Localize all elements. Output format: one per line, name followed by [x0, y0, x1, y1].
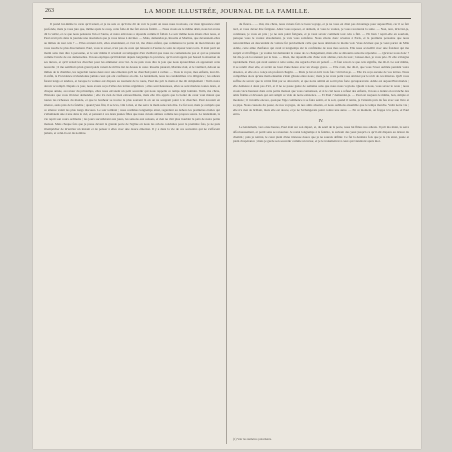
article-text-left: Il prend lui-même la carte qu'il tenait, et je ne sais ce qu'il me dit de voir le point où nous nous trouvons, car mon ignorance était profonde, mais je vous jure que, même après le coup, cette folie-là me fait encore frémir. — Nous avons eu le même désir, nous lui avons dit la vérité, et ce que nous pensions l'un et l'autre, et notre ami nous a répondu comme il fallait. Le soir même nous étions chez nous, et Paul avait pris dans la journée une résolution que je vous laisse à deviner. — Mais, demandai-je, Rosalie et Martine, que devenaient-elles au milieu de tout cela ? — Elles avaient écrit, elles attendaient, et c'est ici, ma chère enfant, que commence la partie de mon histoire qui vous touche le plus directement. Paul, vous le savez, n'est pas de ceux qui laissent à d'autres le soin de réparer leurs torts. Il était parti un matin sans rien dire à personne, et le soir même il revenait accompagné d'un vieillard que nous ne connaissions pas et qui se présenta comme l'oncle de ces demoiselles. Il nous expliqua qu'il habitait depuis longtemps la province, qu'il avait appris par hasard la situation de ses nièces, et qu'il venait les chercher pour les emmener avec lui. Je ne puis vous dire la joie que nous éprouvâmes en apprenant cette nouvelle ; il me semblait qu'un grand poids venait de m'être ôté de dessus le cœur. Rosalie pleurait, Martine riait, et le vieillard, debout au milieu de la chambre, les regardait toutes deux avec une émotion qu'il ne cherchait point à cacher. — Vous le voyez, mes enfants, leur dit-il enfin, la Providence n'abandonne jamais ceux qui ont confiance en elle. Le lendemain, nous les conduisîmes à la diligence ; les adieux furent longs et tendres, et lorsque la voiture eut disparu au tournant de la route, Paul me prit la main et me dit simplement : Voilà notre devoir accompli. Depuis ce jour, nous avons reçu d'elles des lettres régulières ; elles sont heureuses, elles se sont mariées toutes deux, et chaque année, au retour du printemps, elles nous envoient un petit souvenir qui nous rappelle ce temps déjà lointain. Voilà, ma chère, l'histoire que vous m'aviez demandée ; elle n'a rien de bien extraordinaire, mais elle m'a appris que la bonté du cœur vaut mieux que toutes les richesses du monde, et que le bonheur se trouve le plus souvent là où on ne songeait point à le chercher. Paul écoutait en silence, assis près de la fenêtre ; quand j'eus fini, il se leva, vint à moi, et me serra la main sans rien dire. Ce fut tout, mais je compris que ce silence valait les plus longs discours. Le soir tombait ; nous restâmes longtemps ainsi, regardant au dehors les premières étoiles qui s'allumaient une à une dans le ciel, et pensant à ces deux jeunes filles que nous avions aimées comme nos propres sœurs. Le lendemain, la vie reprit son cours ordinaire ; les jours succédèrent aux jours, les saisons aux saisons, et rien ne vint plus troubler la paix de notre petite maison. Mais chaque fois que je passe devant la grande porte de l'église où nous les avions conduites pour la première fois, je ne puis m'empêcher de m'arrêter un instant et de penser à elles avec une douce émotion. Il y a dans la vie de ces souvenirs qui ne s'effacent jamais, et celui-là est du nombre. — [44, 22, 220, 136]
text-column-left — [44, 22, 220, 446]
header-rule — [43, 18, 411, 19]
newspaper-page — [33, 3, 421, 449]
article-text-right: du fleuve... — Oui, ma chère, nous avions fait ce beau voyage, et je ne vous en dirai pas davantage pour aujourd'hui, car il se fait tard, et vous devez être fatiguée. Allez vous reposer, et demain, si vous le voulez, je vous raconterai la suite. — Non, non, m'écriai-je, continuez, je vous en prie ; je ne suis point fatiguée, et je veux savoir comment tout cela a fini. — Eh bien ! reprit-elle en souriant, puisque vous le voulez absolument, je vais vous satisfaire. Nous étions donc revenus à Paris, et la première personne que nous rencontrâmes en descendant de voiture fut précisément celle que nous désirions le moins voir. Vous devinez que je veux parler de Mlle Adèle, cette amie d'enfance qui avait si longtemps été la confidente de tous mes secrets. Elle nous accueillit avec une froideur qui me surprit et m'affligea ; je voulus lui demander la cause de ce changement, mais elle se détourna sans me répondre. — Qu'avez-vous donc ? lui dis-je en la retenant par le bras. — Rien, me répondit-elle d'une voix altérée, rien du tout ; laissez-moi, je vous prie. Et elle s'éloigna rapidement. Paul, qui avait assisté à cette scène, me regarda d'un air pensif. — Il faut savoir ce que cela signifie, me dit-il. Le soir même, il se rendit chez elle, et revint au bout d'une heure avec un visage grave. — Elle croit, me dit-il, que vous l'avez oubliée pendant votre absence, et elle en a conçu un profond chagrin. — Mais je lui ai écrit trois fois ! m'écriai-je. — Elle n'a reçu aucune de vos lettres. Nous comprîmes alors qu'une main ennemie s'était glissée entre nous ; mais je ne veux point vous attrister par le récit de ces misères. Qu'il vous suffise de savoir que la vérité finit par se découvrir, et que notre amitié en sortit plus forte qu'auparavant. Adèle est aujourd'hui mariée ; elle demeure à deux pas d'ici, et il ne se passe guère de semaine sans que nous nous voyions. Quant à nous, vous savez le reste ; nous avons vécu heureux dans cette petite maison que vous connaissez, et si le ciel nous a refusé des enfants, il nous a donné en revanche des amis fidèles et dévoués qui ont rempli ce vide de notre existence. — Et Paul ? demandai-je. — Paul est toujours le même, bon, simple et modeste ; il travaille encore, quoique l'âge commence à se faire sentir, et le soir, quand il rentre, je l'attends près du feu avec son livre et sa pipe. Nous causons du passé, de nos voyages, de nos amis absents, et nous oublions ensemble que le temps marche. Voilà notre vie ; elle n'a rien de brillant, mais elle est douce, et je ne l'échangerais point contre une autre. — En ce moment, on frappa à la porte, et Paul entra. — [233, 22, 409, 117]
page-number: 263 — [45, 8, 54, 14]
article-closing: Le lendemain, vers onze heures, Paul était sur son départ, et, du seuil de la porte, nous lui fîmes nos adieux. Il prit ma main, la serra affectueusement, et partit sans se retourner. Je restai longtemps à la fenêtre, le suivant des yeux jusqu'à ce qu'il eût disparu au détour du chemin ; puis je rentrai, le cœur plein d'une tristesse douce que je ne saurais définir. Ce fut la dernière fois que je le vis ainsi, jeune et plein d'espérance ; mais je garde son souvenir comme un trésor, et je le transmettrai à ceux qui viendront après moi. — [233, 125, 409, 144]
page-header — [33, 8, 421, 18]
text-column-right — [233, 22, 409, 444]
chapter-mark: IV. — [318, 118, 324, 123]
footnote: (1) Voir les numéros précédents. — [233, 437, 272, 441]
column-divider — [226, 22, 227, 444]
journal-title: LA MODE ILLUSTRÉE, JOURNAL DE LA FAMILLE. — [144, 8, 310, 15]
